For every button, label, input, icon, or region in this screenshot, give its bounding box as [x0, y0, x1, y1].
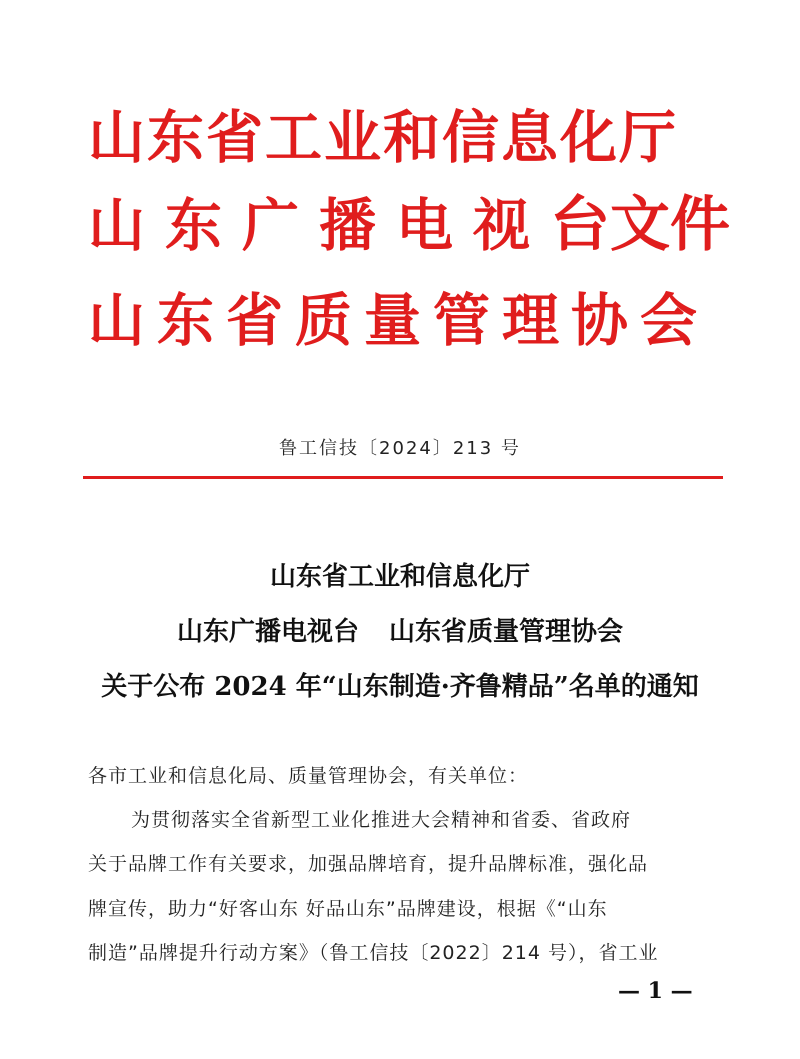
salutation: 各市工业和信息化局、质量管理协会，有关单位：: [88, 765, 529, 787]
issuer-header-line-1: 山东省工业和信息化厅: [88, 104, 678, 171]
body-line-1: 为贯彻落实全省新型工业化推进大会精神和省委、省政府: [131, 809, 632, 831]
notice-title-line-2: [0, 611, 800, 648]
body-line-3: 牌宣传，助力“好客山东 好品山东”品牌建设，根据《“山东: [88, 898, 608, 920]
document-number: 鲁工信技〔2024〕213 号: [279, 438, 521, 459]
issuer-header-line-3: 山东省质量管理协会: [88, 287, 709, 354]
red-divider-line: [83, 476, 723, 479]
body-line-4: 制造”品牌提升行动方案》（鲁工信技〔2022〕214 号），省工业: [88, 942, 659, 964]
page-number: — 1 —: [618, 978, 693, 1004]
body-line-2: 关于品牌工作有关要求，加强品牌培育，提升品牌标准，强化品: [88, 853, 649, 875]
notice-title-issuer-tv: 山东广播电视台: [176, 617, 359, 647]
notice-title-issuer-quality: 山东省质量管理协会: [389, 617, 624, 647]
issuer-header-line-2-tail: 台文件: [550, 190, 730, 260]
issuer-header-line-2-main: 山东广播电视: [88, 192, 550, 259]
notice-title-line-3: 关于公布 2024 年“山东制造·齐鲁精品”名单的通知: [101, 672, 699, 702]
issuer-header-line-2: [88, 190, 730, 260]
notice-title-line-1: 山东省工业和信息化厅: [269, 562, 530, 592]
